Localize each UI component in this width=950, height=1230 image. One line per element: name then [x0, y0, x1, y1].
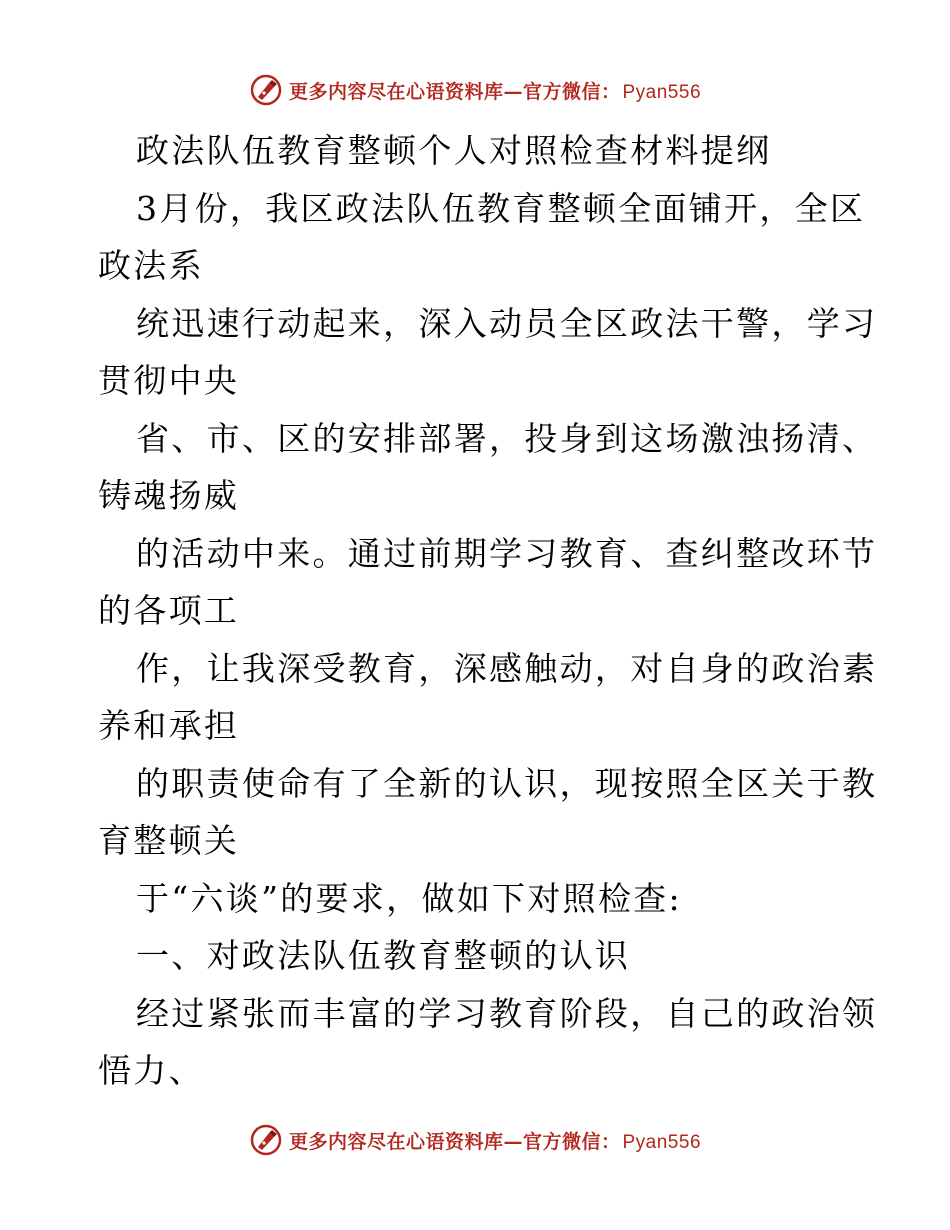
text-line: 3月份，我区政法队伍教育整顿全面铺开，全区: [136, 188, 866, 228]
watermark-text: 更多内容尽在心语资料库—官方微信： Pyan556: [288, 1130, 702, 1153]
text-line: 养和承担: [98, 706, 240, 745]
text-line: 铸魂扬威: [98, 476, 240, 515]
text-line: 的活动中来。通过前期学习教育、查纠整改环节: [136, 533, 878, 573]
header-watermark: [0, 72, 950, 108]
document-body: [98, 122, 878, 1100]
text-line: 的职责使命有了全新的认识，现按照全区关于教: [136, 763, 878, 803]
text-line: 的各项工: [98, 591, 240, 630]
text-line: 省、市、区的安排部署，投身到这场激浊扬清、: [136, 418, 878, 458]
pen-nib-logo-icon: [249, 73, 283, 107]
text-line: 统迅速行动起来，深入动员全区政法干警，学习: [136, 303, 878, 343]
watermark-text: 更多内容尽在心语资料库—官方微信： Pyan556: [288, 80, 702, 103]
text-line: 政法系: [98, 246, 204, 285]
text-line: 贯彻中央: [98, 361, 240, 400]
text-line: 作，让我深受教育，深感触动，对自身的政治素: [136, 648, 878, 688]
text-line: 经过紧张而丰富的学习教育阶段，自己的政治领: [136, 993, 878, 1033]
text-line: 育整顿关: [98, 821, 240, 860]
text-line: 于“六谈”的要求，做如下对照检查:: [136, 878, 682, 918]
text-line: 悟力、: [98, 1051, 204, 1090]
watermark-wechat-id: Pyan556: [622, 81, 702, 103]
pen-nib-logo-icon: [249, 1123, 283, 1157]
text-line: 一、对政法队伍教育整顿的认识: [136, 936, 631, 975]
watermark-wechat-id: Pyan556: [622, 1131, 702, 1153]
text-line: 政法队伍教育整顿个人对照检查材料提纲: [136, 131, 772, 170]
footer-watermark: [0, 1122, 950, 1158]
